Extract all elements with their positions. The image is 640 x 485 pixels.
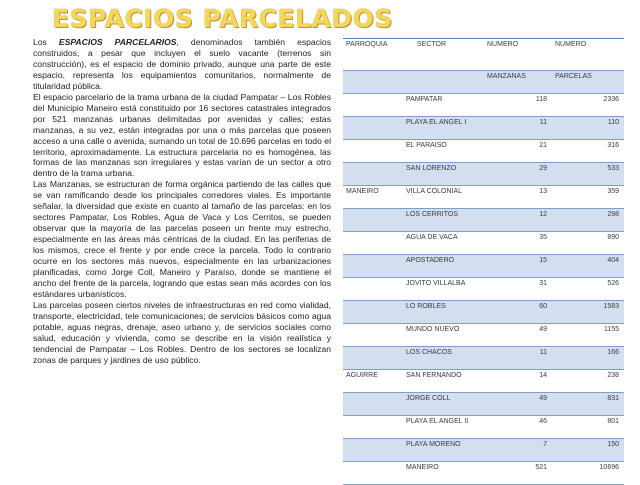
table-row [343, 255, 624, 278]
parroquia-cell [343, 209, 403, 232]
manzanas-cell: 11 [484, 347, 552, 370]
sector-cell: MUNDO NUEVO [403, 324, 484, 347]
sector-cell: APOSTADERO [403, 255, 484, 278]
parroquia-cell [343, 140, 403, 163]
paragraph-1-emphasis: ESPACIOS PARCELARIOS [58, 37, 177, 47]
sector-cell: PLAYA MORENO [403, 439, 484, 462]
sector-cell: SAN LORENZO [403, 163, 484, 186]
manzanas-cell: 7 [484, 439, 552, 462]
sector-cell: SAN FERNANDO [403, 370, 484, 393]
parroquia-cell [343, 462, 403, 485]
table-header-row [343, 39, 624, 71]
parcelas-cell: 2336 [552, 94, 624, 117]
table-subheader-row [343, 71, 624, 94]
paragraph-1-rest: , denominados también espacios construidos, a pesar que incluyen el suelo vacante (terrenos sin construcción), es el espacio de dominio privado, aunque una parte de este espacio, representa los equipamientos comunitarios, normalmente de titularidad pública. [33, 37, 331, 91]
table-row [343, 117, 624, 140]
parroquia-cell [343, 393, 403, 416]
table-row [343, 462, 624, 485]
sector-cell: MANEIRO [403, 462, 484, 485]
body-text [33, 37, 331, 366]
header-parroquia: PARROQUIA [343, 39, 403, 71]
sector-cell: VILLA COLONIAL [403, 186, 484, 209]
parcelas-cell: 1155 [552, 324, 624, 347]
parcelas-cell: 10696 [552, 462, 624, 485]
table-row [343, 209, 624, 232]
parroquia-cell [343, 117, 403, 140]
parroquia-cell [343, 416, 403, 439]
table-row [343, 393, 624, 416]
manzanas-cell: 15 [484, 255, 552, 278]
table-row [343, 439, 624, 462]
manzanas-cell: 46 [484, 416, 552, 439]
parcelas-cell: 831 [552, 393, 624, 416]
subheader-empty [343, 71, 403, 94]
parroquia-cell [343, 347, 403, 370]
table-row [343, 186, 624, 209]
table-row [343, 301, 624, 324]
table-row [343, 163, 624, 186]
sector-cell: AGUA DE VACA [403, 232, 484, 255]
parroquia-cell [343, 324, 403, 347]
header-parcelas: PARCELAS [552, 71, 624, 94]
manzanas-cell: 118 [484, 94, 552, 117]
table-row [343, 232, 624, 255]
manzanas-cell: 31 [484, 278, 552, 301]
sector-cell: EL PARAISO [403, 140, 484, 163]
table-row [343, 370, 624, 393]
parroquia-cell [343, 94, 403, 117]
table-row [343, 347, 624, 370]
manzanas-cell: 12 [484, 209, 552, 232]
parcelas-cell: 404 [552, 255, 624, 278]
table-row [343, 278, 624, 301]
sector-cell: LO ROBLES [403, 301, 484, 324]
parroquia-cell [343, 278, 403, 301]
paragraph-4: Las parcelas poseen ciertos niveles de infraestructuras en red como vialidad, transporte, electricidad, tele comunicaciones; de servicios básicos como agua potable, aguas negras, drenaje, aseo urbano y, de servicios sociales como salud, educación y vivienda, como se describe en la visión realística y tendencial de Pampatar – Los Robles. Dentro de los sectores se localizan zonas de parques y jardines de uso público. [33, 299, 331, 365]
paragraph-1-start: Los [33, 37, 59, 47]
sectors-table [343, 38, 624, 485]
parcelas-cell: 238 [552, 370, 624, 393]
parroquia-cell [343, 439, 403, 462]
manzanas-cell: 521 [484, 462, 552, 485]
parcelas-cell: 110 [552, 117, 624, 140]
header-sector: SECTOR [403, 39, 484, 71]
parroquia-cell [343, 232, 403, 255]
page-title: ESPACIOS PARCELADOS [52, 4, 393, 33]
parcelas-cell: 316 [552, 140, 624, 163]
manzanas-cell: 21 [484, 140, 552, 163]
table-row [343, 94, 624, 117]
parroquia-cell: AGUIRRE [343, 370, 403, 393]
manzanas-cell: 14 [484, 370, 552, 393]
parcelas-cell: 150 [552, 439, 624, 462]
paragraph-1 [33, 37, 331, 92]
sector-cell: PAMPATAR [403, 94, 484, 117]
sector-cell: PLAYA EL ANGEL II [403, 416, 484, 439]
table-row [343, 416, 624, 439]
manzanas-cell: 49 [484, 324, 552, 347]
header-numero-manzanas: NUMERO [484, 39, 552, 71]
manzanas-cell: 29 [484, 163, 552, 186]
manzanas-cell: 49 [484, 393, 552, 416]
parroquia-cell [343, 163, 403, 186]
manzanas-cell: 60 [484, 301, 552, 324]
parcelas-cell: 1583 [552, 301, 624, 324]
table-row [343, 140, 624, 163]
parroquia-cell: MANEIRO [343, 186, 403, 209]
parcelas-cell: 359 [552, 186, 624, 209]
header-numero-parcelas: NUMERO [552, 39, 624, 71]
subheader-empty [403, 71, 484, 94]
manzanas-cell: 13 [484, 186, 552, 209]
manzanas-cell: 11 [484, 117, 552, 140]
parcelas-cell: 533 [552, 163, 624, 186]
header-manzanas: MANZANAS [484, 71, 552, 94]
sector-cell: LOS CHACOS [403, 347, 484, 370]
sector-cell: PLAYA EL ANGEL I [403, 117, 484, 140]
sector-cell: JOVITO VILLALBA [403, 278, 484, 301]
paragraph-3: Las Manzanas, se estructuran de forma orgánica partiendo de las calles que se van ramificando desde los principales corredores viales. Es importante señalar, la diversidad que existe en cuanto al tamaño de las parcelas: en los sectores Pampatar, Los Robles, Agua de Vaca y Los Cerritos, se pueden observar que la mayoría de las parcelas poseen un frente muy estrecho, especialmente en las áreas más céntricas de la ciudad. En las periferias de los mismos, crece el frente y por ende crece la parcela. Todo lo contrario ocurre en los sectores más nuevos, especialmente en las urbanizaciones planificadas, como Jorge Coll, Maneiro y Paraíso, donde se mantiene el ancho del frente de la parcela, logrando que estas sean más acordes con los estándares urbanísticos. [33, 179, 331, 299]
parroquia-cell [343, 301, 403, 324]
parroquia-cell [343, 255, 403, 278]
sector-cell: JORGE COLL [403, 393, 484, 416]
sectors-table-body [343, 39, 624, 485]
paragraph-2: El espacio parcelario de la trama urbana de la ciudad Pampatar – Los Robles del Municipio Maneiro está constituido por 16 sectores catastrales integrados por 521 manzanas urbanas delimitadas por avenidas y calles; estas manzanas, a su vez, están integradas por una o más parcelas que poseen acceso a una calle o avenida, sumando un total de 10.696 parcelas en todo el territorio, aproximadamente. La estructura parcelaria no es homogénea, las formas de las manzanas son irregulares y estas varían de un sector a otro dentro de la trama urbana. [33, 91, 331, 179]
parcelas-cell: 801 [552, 416, 624, 439]
parcelas-cell: 526 [552, 278, 624, 301]
parcelas-cell: 166 [552, 347, 624, 370]
manzanas-cell: 35 [484, 232, 552, 255]
parcelas-cell: 890 [552, 232, 624, 255]
sector-cell: LOS CERRITOS [403, 209, 484, 232]
table-row [343, 324, 624, 347]
parcelas-cell: 298 [552, 209, 624, 232]
